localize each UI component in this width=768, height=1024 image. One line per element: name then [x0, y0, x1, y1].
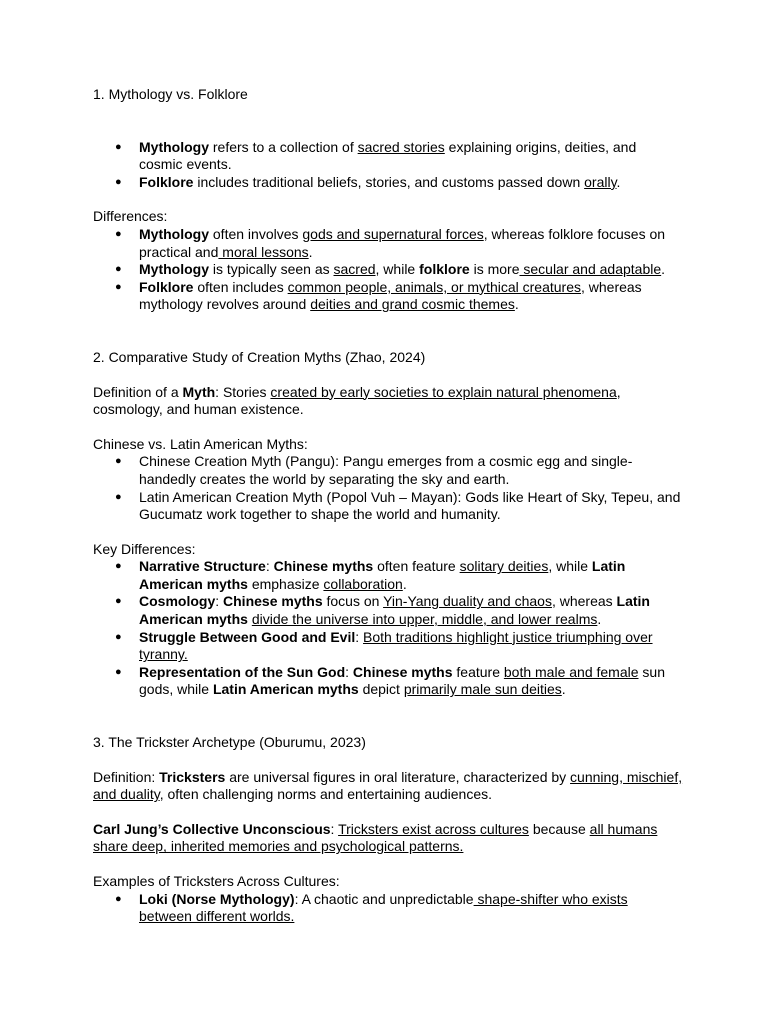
list-item: ● Mythology is typically seen as sacred, while folklore is more secular and adaptable.	[93, 261, 683, 279]
differences-list	[93, 226, 683, 314]
section-heading-trickster-archetype: 3. The Trickster Archetype (Oburumu, 2023)	[93, 734, 366, 751]
trickster-examples-list	[93, 891, 683, 926]
list-item: ● Folklore often includes common people, animals, or mythical creatures, whereas mythology revolves around deities and grand cosmic themes.	[93, 279, 683, 314]
section-heading-creation-myths: 2. Comparative Study of Creation Myths (Zhao, 2024)	[93, 348, 426, 365]
mythology-folklore-definitions	[93, 139, 683, 192]
list-item: ● Narrative Structure: Chinese myths often feature solitary deities, while Latin American myths emphasize collaboration.	[93, 558, 683, 593]
list-item: ● Cosmology: Chinese myths focus on Yin-Yang duality and chaos, whereas Latin American myths divide the universe into upper, middle, and lower realms.	[93, 593, 683, 628]
list-item: ● Latin American Creation Myth (Popol Vuh – Mayan): Gods like Heart of Sky, Tepeu, and Gucumatz work together to shape the world and humanity.	[93, 489, 683, 524]
section-heading-mythology-vs-folklore: 1. Mythology vs. Folklore	[93, 86, 248, 102]
creation-myths-list	[93, 453, 683, 523]
list-item: ● Representation of the Sun God: Chinese myths feature both male and female sun gods, while Latin American myths depict primarily male sun deities.	[93, 664, 683, 699]
list-item: ● Mythology refers to a collection of sacred stories explaining origins, deities, and cosmic events.	[93, 139, 683, 174]
key-differences-list	[93, 558, 683, 699]
list-item: ● Folklore includes traditional beliefs, stories, and customs passed down orally.	[93, 174, 683, 192]
key-differences-label: Key Differences:	[93, 540, 196, 557]
list-item: ● Mythology often involves gods and supernatural forces, whereas folklore focuses on practical and moral lessons.	[93, 226, 683, 261]
list-item: ● Chinese Creation Myth (Pangu): Pangu emerges from a cosmic egg and single-handedly creates the world by separating the sky and earth.	[93, 453, 683, 488]
myth-definition: Definition of a Myth: Stories created by early societies to explain natural phenomena, cosmology, and human existence.	[93, 383, 621, 418]
document-page	[93, 86, 683, 926]
jung-collective-unconscious: Carl Jung’s Collective Unconscious: Tricksters exist across cultures because all humans share deep, inherited memories and psychological patterns.	[93, 820, 658, 855]
list-item: ● Loki (Norse Mythology): A chaotic and unpredictable shape-shifter who exists between different worlds.	[93, 891, 683, 926]
chinese-vs-latin-label: Chinese vs. Latin American Myths:	[93, 435, 308, 452]
list-item: ● Struggle Between Good and Evil: Both traditions highlight justice triumphing over tyranny.	[93, 629, 683, 664]
trickster-examples-label: Examples of Tricksters Across Cultures:	[93, 873, 340, 889]
trickster-definition: Definition: Tricksters are universal figures in oral literature, characterized by cunning, mischief, and duality, often challenging norms and entertaining audiences.	[93, 768, 683, 803]
differences-label: Differences:	[93, 208, 168, 225]
